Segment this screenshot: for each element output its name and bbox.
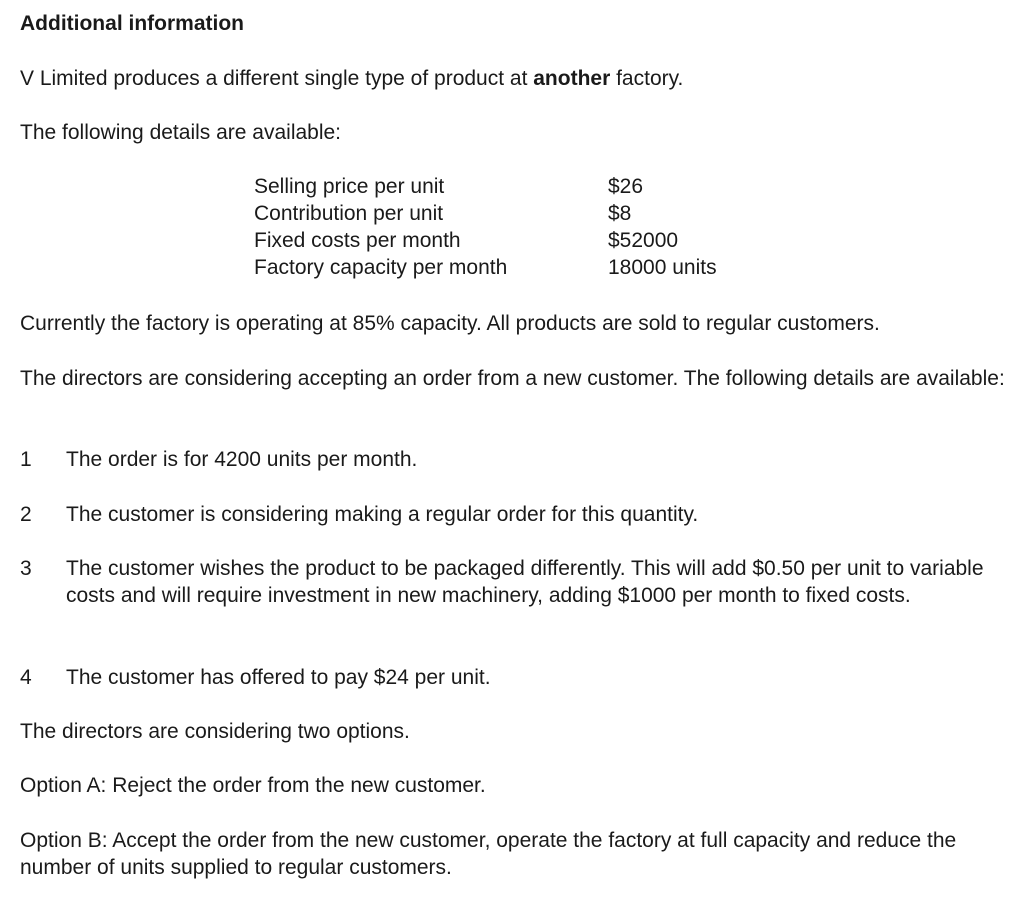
list-text: The customer wishes the product to be packaged differently. This will add $0.50 per unit to variable costs and will require investment in new machinery, adding $1000 per month to fixed costs. <box>66 557 984 607</box>
capacity-paragraph: Currently the factory is operating at 85% capacity. All products are sold to regular customers. <box>20 312 880 335</box>
details-value: $26 <box>608 175 644 198</box>
order-intro-paragraph: The directors are considering accepting an order from a new customer. The following details are available: <box>20 367 1005 390</box>
list-item <box>20 664 1015 691</box>
list-text: The order is for 4200 units per month. <box>66 448 418 471</box>
option-b: Option B: Accept the order from the new customer, operate the factory at full capacity and reduce the number of units supplied to regular customers. <box>20 829 957 879</box>
details-value: $8 <box>608 202 632 225</box>
list-item <box>20 555 1015 609</box>
details-row <box>254 200 808 227</box>
details-row <box>254 254 808 281</box>
list-number: 4 <box>20 666 32 689</box>
details-row <box>254 227 808 254</box>
list-number: 2 <box>20 503 32 526</box>
details-label: Contribution per unit <box>254 202 444 225</box>
details-value: 18000 units <box>608 256 717 279</box>
list-item <box>20 446 1015 473</box>
details-intro: The following details are available: <box>20 121 342 144</box>
details-label: Factory capacity per month <box>254 256 508 279</box>
intro-text-after: factory. <box>610 67 684 90</box>
list-text: The customer has offered to pay $24 per unit. <box>66 666 491 689</box>
details-label: Fixed costs per month <box>254 229 461 252</box>
list-number: 3 <box>20 557 32 580</box>
option-a: Option A: Reject the order from the new customer. <box>20 774 486 797</box>
details-value: $52000 <box>608 229 679 252</box>
section-heading: Additional information <box>20 12 244 35</box>
details-table <box>254 173 808 281</box>
list-text: The customer is considering making a regular order for this quantity. <box>66 503 699 526</box>
details-label: Selling price per unit <box>254 175 445 198</box>
intro-emphasis: another <box>533 67 611 90</box>
list-item <box>20 501 1015 528</box>
intro-text-before: V Limited produces a different single type of product at <box>20 67 534 90</box>
options-intro: The directors are considering two options. <box>20 720 410 743</box>
intro-paragraph <box>20 65 1015 92</box>
details-row <box>254 173 808 200</box>
list-number: 1 <box>20 448 32 471</box>
